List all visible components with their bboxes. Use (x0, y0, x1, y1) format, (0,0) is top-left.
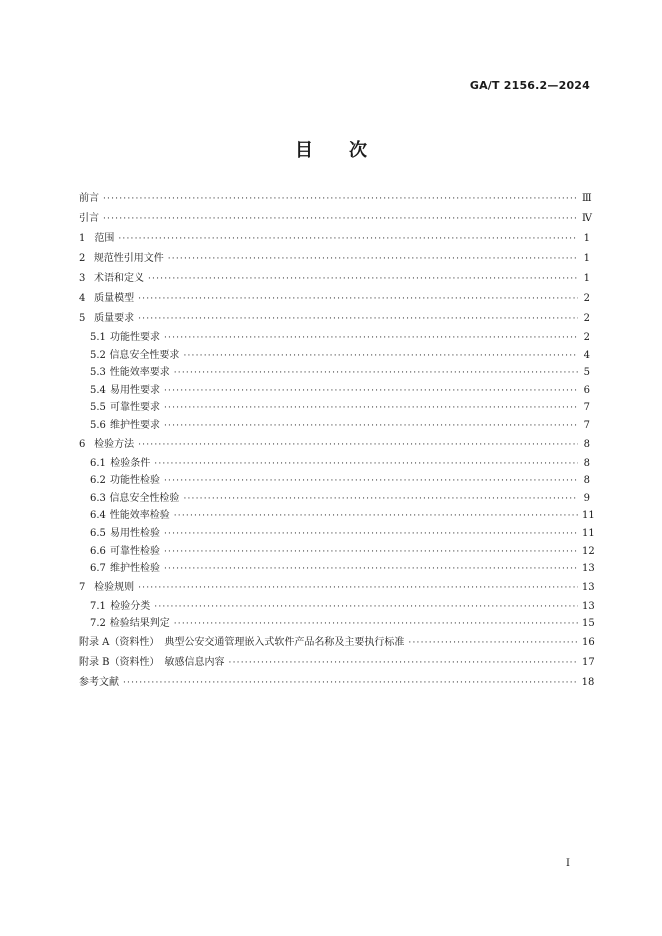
toc-entry-page: 13 (581, 581, 595, 593)
toc-entry-label: 信息安全性检验 (109, 492, 180, 504)
toc-entry-page: 17 (582, 656, 595, 668)
toc-entry-label: 检验规则 (94, 581, 135, 593)
toc-entry[interactable] (79, 399, 590, 417)
toc-entry-label: 易用性检验 (110, 527, 160, 539)
toc-entry[interactable] (79, 472, 590, 490)
toc-leader-dots (174, 616, 578, 634)
toc-entry-label: 性能效率要求 (109, 367, 170, 379)
toc-entry-number: 6.7 (90, 563, 106, 575)
toc-entry-page: Ⅳ (582, 213, 592, 224)
toc-entry-number: 1 (79, 233, 86, 244)
toc-leader-dots (164, 561, 578, 579)
toc-entry[interactable] (79, 309, 590, 329)
toc-entry[interactable] (79, 673, 595, 693)
toc-leader-dots (183, 491, 578, 509)
toc-entry-page: 8 (583, 475, 590, 487)
toc-entry[interactable] (79, 189, 590, 209)
toc-entry[interactable] (79, 455, 590, 473)
toc-entry-page: 1 (583, 273, 590, 284)
toc-entry-label: 维护性要求 (110, 419, 160, 431)
toc-entry-label: 可靠性要求 (110, 402, 160, 414)
toc-entry-page: 9 (583, 492, 590, 504)
toc-entry-page: Ⅲ (582, 193, 592, 204)
toc-entry-number: 6.3 (90, 492, 106, 504)
toc-entry-label: 规范性引用文件 (93, 253, 164, 264)
toc-entry[interactable] (79, 560, 595, 578)
toc-entry-label: 易用性要求 (110, 384, 160, 396)
toc-entry[interactable] (79, 209, 590, 229)
toc-leader-dots (164, 400, 578, 418)
page-number: I (566, 858, 570, 869)
toc-leader-dots (174, 365, 578, 383)
toc-title-char-2: 次 (349, 140, 367, 161)
toc-entry[interactable] (79, 269, 590, 289)
toc-leader-dots (154, 456, 578, 474)
toc-entry[interactable] (79, 347, 590, 365)
toc-leader-dots (138, 289, 578, 309)
toc-entry-label: 信息安全性要求 (109, 349, 180, 361)
toc-entry-page: 2 (583, 313, 590, 324)
toc-leader-dots (123, 673, 578, 693)
toc-leader-dots (164, 330, 578, 348)
toc-leader-dots (148, 269, 578, 289)
toc-entry[interactable] (79, 382, 590, 400)
toc-entry-label: 检验方法 (94, 438, 135, 450)
toc-leader-dots (164, 473, 578, 491)
toc-entry[interactable] (79, 435, 590, 455)
toc-entry-page: 11 (582, 527, 595, 539)
toc-leader-dots (138, 309, 578, 329)
toc-entry[interactable] (79, 249, 590, 269)
toc-entry-page: 2 (583, 293, 590, 304)
toc-leader-dots (164, 544, 578, 562)
toc-entry-label: 范围 (94, 233, 115, 244)
toc-entry-label: 前言 (79, 193, 99, 204)
toc-entry-number: 2 (79, 253, 86, 264)
toc-entry-label: 附录 A（资料性） 典型公安交通管理嵌入式软件产品名称及主要执行标准 (79, 636, 405, 648)
toc-entry[interactable] (79, 490, 590, 508)
toc-entry-page: 18 (581, 676, 595, 688)
toc-entry-page: 2 (583, 332, 590, 343)
toc-entry-page: 8 (583, 457, 590, 469)
toc-entry-label: 性能效率检验 (109, 510, 170, 522)
toc-entry-number: 6.4 (90, 510, 106, 522)
toc-entry-page: 1 (583, 253, 590, 264)
toc-entry-number: 6.1 (90, 457, 106, 469)
toc-entry-label: 参考文献 (79, 676, 119, 688)
toc-entry-page: 11 (582, 510, 595, 522)
toc-leader-dots (164, 526, 578, 544)
toc-entry-label: 检验条件 (110, 457, 151, 469)
toc-entry-page: 12 (582, 545, 595, 557)
toc-entry[interactable] (79, 615, 595, 633)
toc-entry-page: 1 (583, 233, 590, 244)
toc-entry[interactable] (79, 289, 590, 309)
toc-entry-number: 7.1 (90, 600, 106, 612)
toc-entry[interactable] (79, 633, 595, 653)
toc-leader-dots (138, 578, 578, 598)
toc-leader-dots (174, 508, 578, 526)
toc-entry-page: 4 (583, 349, 590, 361)
toc-entry-label: 检验分类 (110, 600, 151, 612)
toc-leader-dots (183, 348, 578, 366)
toc-leader-dots (154, 599, 578, 617)
toc-entry[interactable] (79, 653, 595, 673)
toc-entry-page: 16 (582, 636, 595, 648)
toc-entry[interactable] (79, 507, 595, 525)
toc-entry[interactable] (79, 525, 595, 543)
toc-entry[interactable] (79, 364, 590, 382)
toc-entry[interactable] (79, 329, 590, 347)
toc-entry[interactable] (79, 229, 590, 249)
toc-leader-dots (138, 435, 578, 455)
toc-entry-number: 5.4 (90, 384, 106, 396)
toc-entry-page: 7 (583, 419, 590, 431)
toc-leader-dots (103, 209, 578, 229)
toc-title-char-1: 目 (295, 140, 313, 161)
toc-entry-page: 13 (582, 563, 595, 575)
toc-entry-label: 检验结果判定 (109, 618, 170, 630)
toc-entry-number: 6 (79, 438, 86, 450)
toc-entry-page: 8 (583, 438, 590, 450)
toc-entry-number: 4 (79, 293, 86, 304)
toc-entry-label: 附录 B（资料性） 敏感信息内容 (79, 656, 225, 668)
toc-entry-number: 5.5 (90, 402, 106, 414)
toc-entry-number: 5 (79, 313, 86, 324)
toc-entry-label: 可靠性检验 (110, 545, 160, 557)
toc-entry-page: 13 (582, 600, 595, 612)
toc-entry-number: 3 (79, 273, 86, 284)
toc-leader-dots (408, 633, 578, 653)
toc-entry-label: 维护性检验 (110, 563, 160, 575)
toc-entry[interactable] (79, 598, 595, 616)
toc-entry-label: 质量要求 (94, 313, 135, 324)
toc-title (0, 136, 662, 162)
toc-entry-number: 7 (79, 581, 86, 593)
toc-entry-page: 6 (583, 384, 590, 396)
toc-entry-page: 15 (582, 618, 595, 630)
standard-code: GA/T 2156.2—2024 (469, 79, 590, 92)
toc-entry-page: 7 (583, 402, 590, 414)
toc-entry-number: 5.2 (90, 349, 106, 361)
toc-entry-label: 术语和定义 (93, 273, 144, 284)
toc-entry-number: 6.5 (90, 527, 106, 539)
toc-entry-label: 引言 (79, 213, 99, 224)
toc-entry-number: 6.6 (90, 545, 106, 557)
toc-entry-label: 功能性检验 (110, 475, 160, 487)
toc-entry-label: 质量模型 (94, 293, 135, 304)
toc-leader-dots (168, 249, 578, 269)
toc-entry-number: 6.2 (90, 475, 106, 487)
toc-entry[interactable] (79, 578, 595, 598)
toc-entry-number: 5.1 (90, 332, 106, 343)
toc-leader-dots (164, 418, 578, 436)
toc-leader-dots (229, 653, 578, 673)
toc-entry[interactable] (79, 417, 590, 435)
toc-entry-number: 7.2 (90, 618, 106, 630)
table-of-contents (79, 189, 595, 693)
toc-entry[interactable] (79, 543, 595, 561)
toc-entry-label: 功能性要求 (110, 332, 160, 343)
toc-entry-page: 5 (583, 367, 590, 379)
toc-leader-dots (103, 189, 578, 209)
toc-entry-number: 5.3 (90, 367, 106, 379)
toc-leader-dots (164, 383, 578, 401)
toc-entry-number: 5.6 (90, 419, 106, 431)
toc-leader-dots (118, 229, 578, 249)
